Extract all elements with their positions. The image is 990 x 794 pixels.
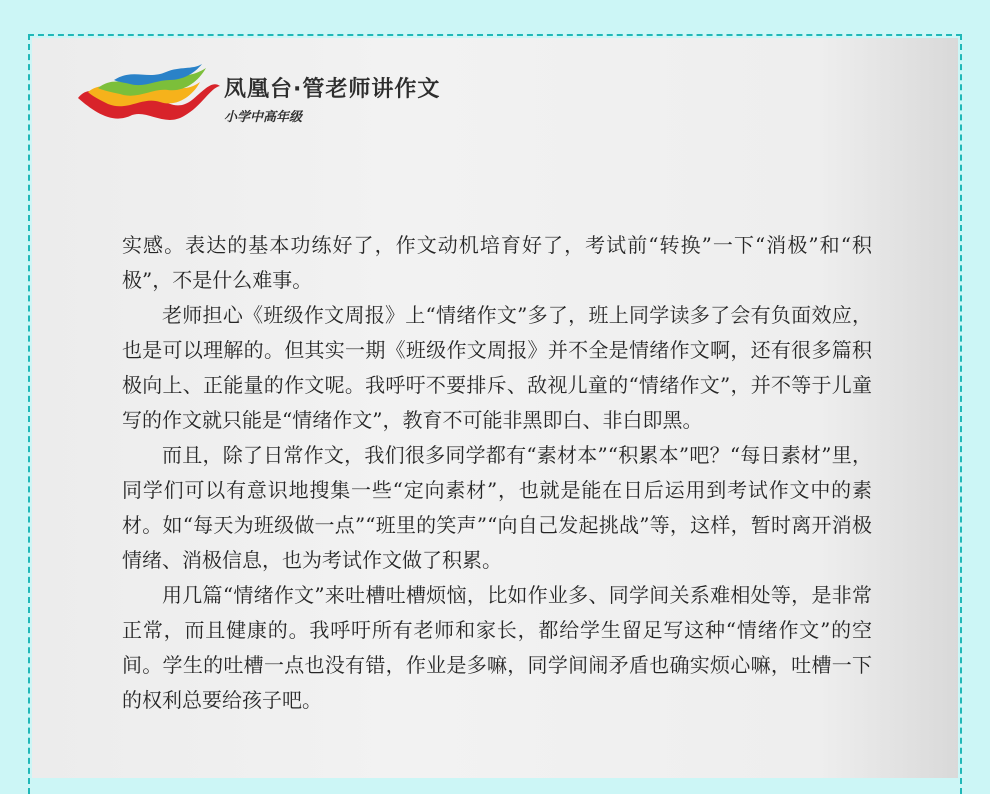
paragraph: 用几篇“情绪作文”来吐槽吐槽烦恼，比如作业多、同学间关系难相处等，是非常正常，而且健康的。我呼吁所有老师和家长，都给学生留足写这种“情绪作文”的空间。学生的吐槽一点也没有错，作业是多嘛，同学间闹矛盾也确实烦心嘛，吐槽一下的权利总要给孩子吧。 — [122, 583, 872, 712]
paragraph: 而且，除了日常作文，我们很多同学都有“素材本”“积累本”吧？“每日素材”里，同学们可以有意识地搜集一些“定向素材”，也就是能在日后运用到考试作文中的素材。如“每天为班级做一点”“班里的笑声”“向自己发起挑战”等，这样，暂时离开消极情绪、消极信息，也为考试作文做了积累。 — [122, 443, 872, 572]
paragraph: 老师担心《班级作文周报》上“情绪作文”多了，班上同学读多了会有负面效应，也是可以理解的。但其实一期《班级作文周报》并不全是情绪作文啊，还有很多篇积极向上、正能量的作文呢。我呼吁不要排斥、敌视儿童的“情绪作文”，并不等于儿童写的作文就只能是“情绪作文”，教育不可能非黑即白、非白即黑。 — [122, 303, 872, 432]
phoenix-ribbon-logo — [74, 58, 224, 138]
paragraph: 实感。表达的基本功练好了，作文动机培育好了，考试前“转换”一下“消极”和“积极”，不是什么难事。 — [122, 233, 872, 292]
article-body — [122, 228, 872, 718]
grade-level-subtitle: 小学中高年级 — [224, 110, 303, 125]
book-series-title: 凤凰台·管老师讲作文 — [224, 77, 441, 102]
